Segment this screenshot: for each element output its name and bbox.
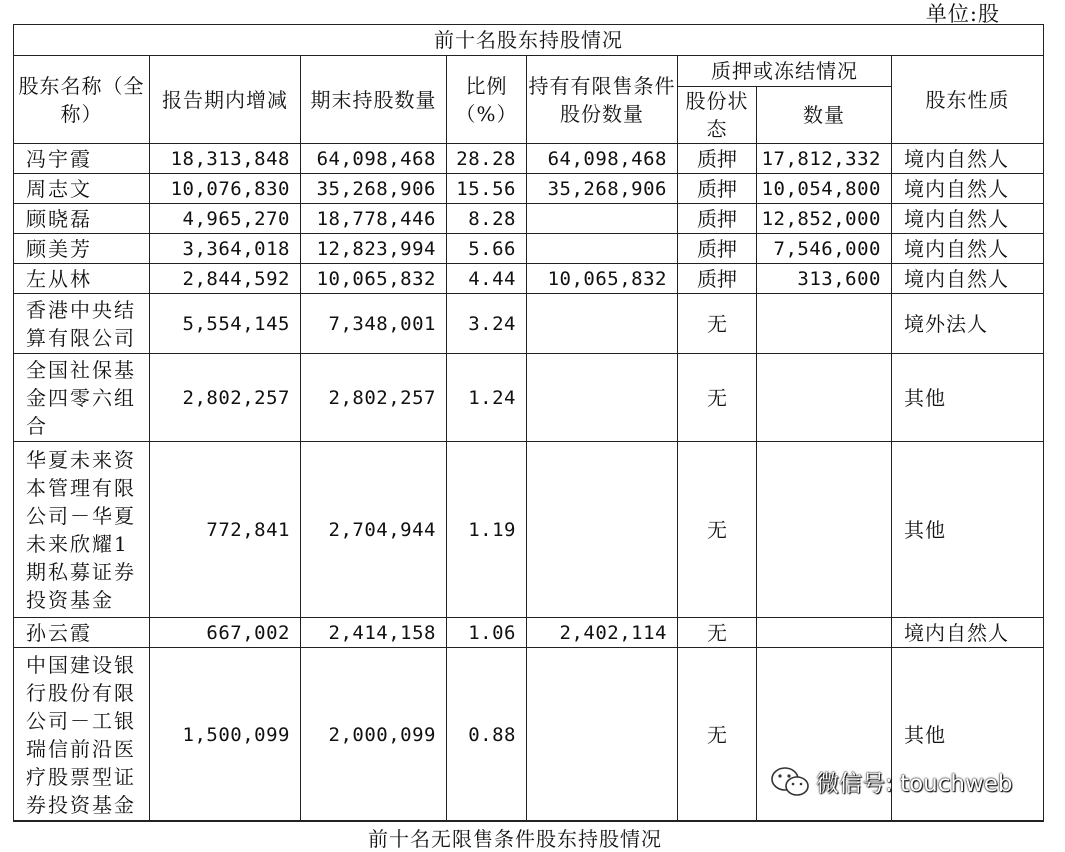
header-ratio: 比例（%）	[447, 56, 527, 144]
table-row	[14, 264, 1044, 294]
change-value: 3,364,018	[150, 234, 301, 264]
table-row	[14, 234, 1044, 264]
top-ten-shareholders-table	[13, 24, 1044, 822]
shareholder-nature: 境内自然人	[892, 234, 1044, 264]
change-value: 10,076,830	[150, 174, 301, 204]
shareholder-nature: 境内自然人	[892, 144, 1044, 174]
shareholder-nature: 境内自然人	[892, 174, 1044, 204]
change-value: 5,554,145	[150, 294, 301, 354]
shares-value: 7,348,001	[301, 294, 447, 354]
wechat-icon	[770, 766, 810, 798]
pledge-qty	[757, 442, 892, 618]
shareholder-name: 全国社保基金四零六组合	[14, 354, 150, 442]
change-value: 18,313,848	[150, 144, 301, 174]
table-row	[14, 354, 1044, 442]
shareholder-name: 顾美芳	[14, 234, 150, 264]
ratio-value: 1.19	[447, 442, 527, 618]
table-body	[14, 144, 1044, 822]
shareholder-name: 左从林	[14, 264, 150, 294]
header-restricted: 持有有限售条件股份数量	[527, 56, 678, 144]
shareholder-nature: 境内自然人	[892, 264, 1044, 294]
pledge-status: 无	[678, 294, 757, 354]
shareholder-name: 中国建设银行股份有限公司－工银瑞信前沿医疗股票型证券投资基金	[14, 648, 150, 822]
shares-value: 35,268,906	[301, 174, 447, 204]
ratio-value: 1.06	[447, 618, 527, 648]
header-nature: 股东性质	[892, 56, 1044, 144]
shares-value: 12,823,994	[301, 234, 447, 264]
change-value: 667,002	[150, 618, 301, 648]
table-row	[14, 144, 1044, 174]
watermark-text: 微信号: touchweb	[816, 771, 1013, 797]
pledge-status: 质押	[678, 144, 757, 174]
ratio-value: 5.66	[447, 234, 527, 264]
restricted-value	[527, 294, 678, 354]
shares-value: 2,704,944	[301, 442, 447, 618]
change-value: 2,844,592	[150, 264, 301, 294]
shareholder-nature: 境内自然人	[892, 618, 1044, 648]
header-shares: 期末持股数量	[301, 56, 447, 144]
ratio-value: 4.44	[447, 264, 527, 294]
restricted-value: 35,268,906	[527, 174, 678, 204]
change-value: 4,965,270	[150, 204, 301, 234]
pledge-status: 无	[678, 442, 757, 618]
unit-label: 单位:股	[925, 2, 1000, 26]
ratio-value: 28.28	[447, 144, 527, 174]
restricted-value	[527, 354, 678, 442]
pledge-status: 质押	[678, 174, 757, 204]
watermark	[770, 765, 1013, 798]
shares-value: 2,000,099	[301, 648, 447, 822]
pledge-status: 质押	[678, 204, 757, 234]
shareholder-nature: 其他	[892, 354, 1044, 442]
shares-value: 2,802,257	[301, 354, 447, 442]
restricted-value	[527, 234, 678, 264]
pledge-status: 无	[678, 618, 757, 648]
restricted-value	[527, 648, 678, 822]
pledge-qty: 17,812,332	[757, 144, 892, 174]
shareholder-name: 冯宇霞	[14, 144, 150, 174]
header-pledge-group: 质押或冻结情况	[678, 56, 892, 87]
shareholder-nature: 境内自然人	[892, 204, 1044, 234]
ratio-value: 8.28	[447, 204, 527, 234]
table-row	[14, 174, 1044, 204]
pledge-qty	[757, 618, 892, 648]
restricted-value: 64,098,468	[527, 144, 678, 174]
restricted-value	[527, 204, 678, 234]
shareholder-nature: 境外法人	[892, 294, 1044, 354]
table-row	[14, 204, 1044, 234]
pledge-qty: 10,054,800	[757, 174, 892, 204]
header-pledge-status: 股份状态	[678, 87, 757, 144]
change-value: 772,841	[150, 442, 301, 618]
pledge-qty: 313,600	[757, 264, 892, 294]
restricted-value: 2,402,114	[527, 618, 678, 648]
ratio-value: 3.24	[447, 294, 527, 354]
pledge-status: 无	[678, 354, 757, 442]
header-name: 股东名称（全称）	[14, 56, 150, 144]
shareholder-name: 顾晓磊	[14, 204, 150, 234]
shareholder-nature: 其他	[892, 648, 1044, 822]
shares-value: 18,778,446	[301, 204, 447, 234]
shareholder-name: 周志文	[14, 174, 150, 204]
shares-value: 64,098,468	[301, 144, 447, 174]
pledge-qty: 7,546,000	[757, 234, 892, 264]
shareholder-name: 孙云霞	[14, 618, 150, 648]
pledge-qty	[757, 354, 892, 442]
pledge-status: 质押	[678, 264, 757, 294]
next-section-title: 前十名无限售条件股东持股情况	[368, 827, 662, 851]
pledge-status: 质押	[678, 234, 757, 264]
ratio-value: 15.56	[447, 174, 527, 204]
pledge-status: 无	[678, 648, 757, 822]
shareholder-name: 华夏未来资本管理有限公司－华夏未来欣耀1期私募证券投资基金	[14, 442, 150, 618]
ratio-value: 0.88	[447, 648, 527, 822]
shareholder-name: 香港中央结算有限公司	[14, 294, 150, 354]
change-value: 1,500,099	[150, 648, 301, 822]
table-title: 前十名股东持股情况	[14, 25, 1044, 56]
pledge-qty	[757, 294, 892, 354]
shareholder-nature: 其他	[892, 442, 1044, 618]
table-row	[14, 618, 1044, 648]
change-value: 2,802,257	[150, 354, 301, 442]
next-section-header	[13, 820, 1043, 851]
restricted-value	[527, 442, 678, 618]
ratio-value: 1.24	[447, 354, 527, 442]
table-row	[14, 442, 1044, 618]
restricted-value: 10,065,832	[527, 264, 678, 294]
shares-value: 10,065,832	[301, 264, 447, 294]
pledge-qty: 12,852,000	[757, 204, 892, 234]
shares-value: 2,414,158	[301, 618, 447, 648]
header-change: 报告期内增减	[150, 56, 301, 144]
table-row	[14, 294, 1044, 354]
header-pledge-qty: 数量	[757, 87, 892, 144]
